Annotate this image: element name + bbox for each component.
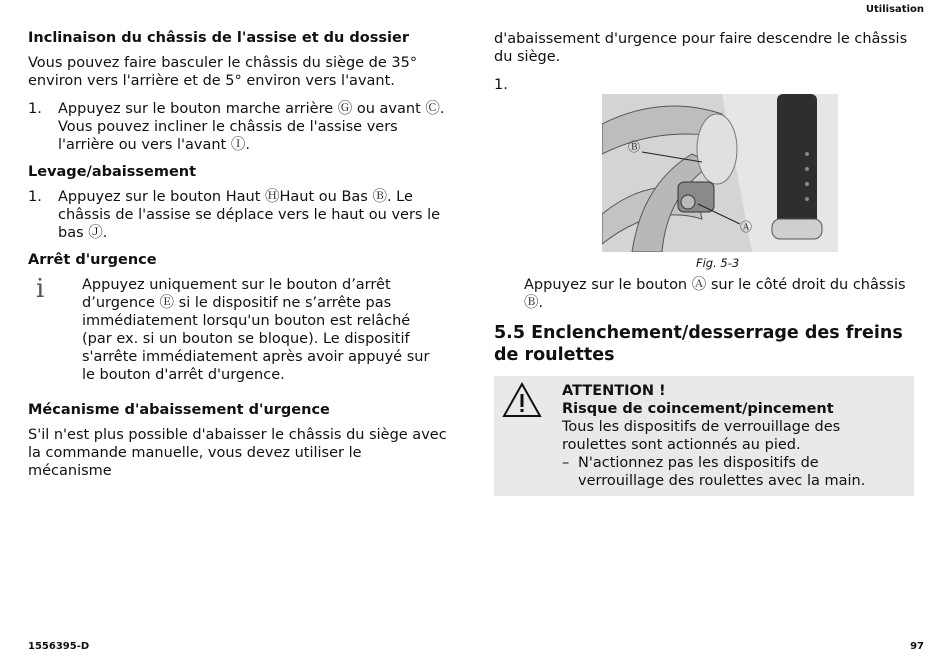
section-title: 5.5 Enclenchement/desserrage des freins de roulettes — [494, 323, 903, 365]
heading-emergency-lowering: Mécanisme d'abaissement d'urgence — [28, 402, 330, 418]
step-text: Appuyez sur le bouton marche arrière Ⓖ ou avant Ⓒ. Vous pouvez incliner le châssis de l'assise vers l'arrière ou vers l'avant Ⓘ. — [58, 101, 445, 153]
step-lift — [28, 188, 448, 242]
figure-5-3 — [602, 94, 838, 252]
info-icon: i — [36, 274, 45, 304]
attention-title: ATTENTION ! — [562, 383, 666, 399]
heading-emergency-stop: Arrêt d'urgence — [28, 252, 157, 268]
heading-lift: Levage/abaissement — [28, 164, 197, 180]
bullet-dash: – — [562, 455, 570, 471]
attention-body: Tous les dispositifs de verrouillage des roulettes sont actionnés au pied. — [562, 419, 841, 453]
paragraph-continued: d'abaissement d'urgence pour faire descendre le châssis du siège. — [494, 31, 908, 65]
bullet-text: N'actionnez pas les dispositifs de verrouillage des roulettes avec la main. — [578, 455, 866, 489]
running-header: Utilisation — [865, 4, 924, 15]
doc-number: 1556395-D — [28, 641, 90, 652]
step-number: 1. — [494, 77, 508, 93]
attention-box — [494, 376, 914, 496]
attention-bullet — [562, 454, 908, 490]
step-tilt — [28, 100, 448, 154]
warning-icon — [502, 382, 562, 490]
step-number: 1. — [28, 189, 42, 205]
left-column — [28, 30, 448, 490]
chassis-illustration — [602, 94, 838, 252]
step-text: Appuyez sur le bouton Haut ⒽHaut ou Bas Ⓑ. Le châssis de l'assise se déplace vers le haut ou vers le bas Ⓙ. — [58, 189, 441, 241]
callout-a: Ⓐ — [740, 220, 753, 234]
figure-instruction: Appuyez sur le bouton Ⓐ sur le côté droit du châssis Ⓑ. — [524, 277, 906, 311]
right-column — [494, 30, 914, 496]
page-number: 97 — [910, 641, 924, 652]
info-text: Appuyez uniquement sur le bouton d’arrêt d’urgence Ⓔ si le dispositif ne s’arrête pas immédiatement lorsqu'un bouton est relâché (par ex. si un bouton se bloque). Le dispositif s'arrête immédiatement après avoir appuyé sur le bouton d'arrêt d'urgence. — [82, 277, 430, 383]
paragraph-tilt: Vous pouvez faire basculer le châssis du siège de 35° environ vers l'arrière et de 5° environ vers l'avant. — [28, 55, 418, 89]
attention-subtitle: Risque de coincement/pincement — [562, 401, 834, 417]
step-number: 1. — [28, 101, 42, 117]
figure-caption: Fig. 5-3 — [696, 256, 740, 270]
paragraph-emergency-lowering: S'il n'est plus possible d'abaisser le châssis du siège avec la commande manuelle, vous devez utiliser le mécanisme — [28, 427, 447, 479]
heading-tilt: Inclinaison du châssis de l'assise et du dossier — [28, 30, 409, 46]
callout-b: Ⓑ — [628, 140, 641, 154]
info-note — [28, 276, 448, 384]
